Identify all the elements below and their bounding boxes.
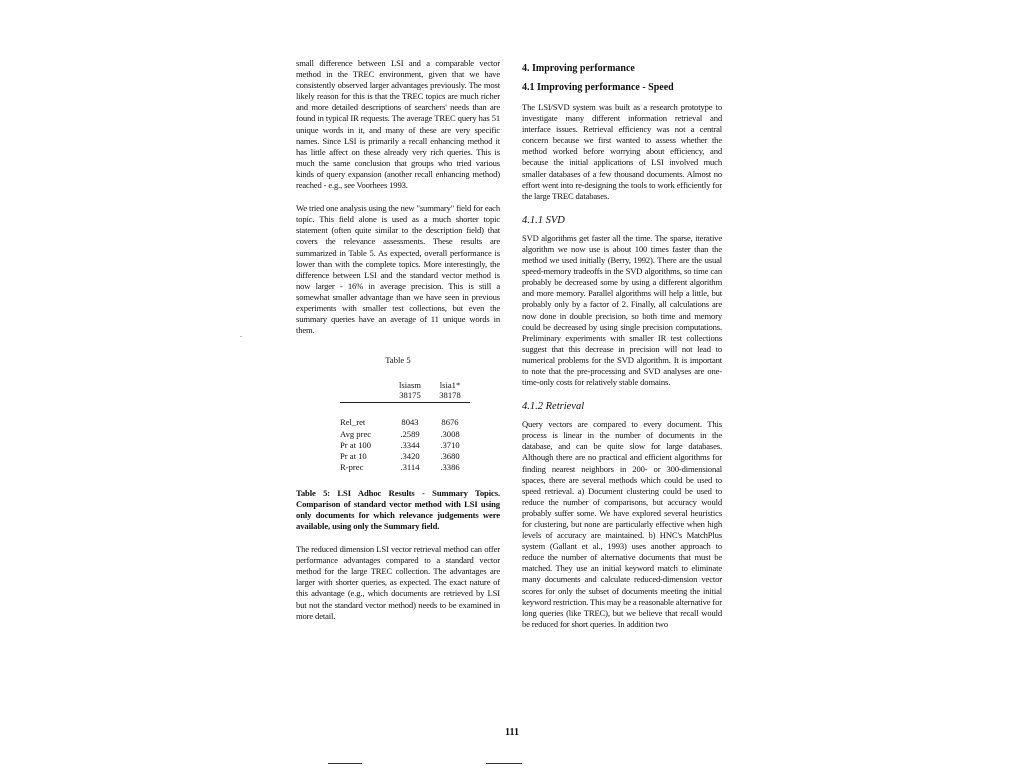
table-row <box>340 451 470 462</box>
section-heading: 4. Improving performance <box>522 63 635 74</box>
table-column-subheader: 38175 <box>399 390 421 401</box>
left-paragraph-3: The reduced dimension LSI vector retrieval method can offer performance advantages compared to a standard vector method for the large TREC collection. The advantages are larger with shorter queries, as expected. The exact nature of this advantage (e.g., which documents are retrieved by LSI but not the standard vector method) needs to be examined in more detail. <box>296 544 500 621</box>
svd-paragraph: SVD algorithms get faster all the time. The sparse, iterative algorithm we now use is about 100 times faster than the method we used initially (Berry, 1992). There are the usual speed-memory tradeoffs in the SVD algorithms, so time can probably be decreased some by using a different algorithm and more memory. Parallel algorithms will help a little, but probably only by a factor of 2. Finally, all calculations are now done in double precision, so both time and memory could be decreased by using single precision computations. Preliminary experiments with smaller IR test collections suggest that this decrease in precision will not lead to numerical problems for the SVD algorithm. It is important to note that the pre-processing and SVD analyses are one-time-only costs for relatively stable domains. <box>522 232 722 388</box>
svd-heading: 4.1.1 SVD <box>522 214 565 226</box>
cell-value: .3344 <box>400 439 420 450</box>
table-row <box>340 417 470 428</box>
cell-value: 8676 <box>441 417 459 428</box>
table-column-subheader: 38178 <box>439 390 461 401</box>
row-label: Rel_ret <box>340 417 366 428</box>
margin-mark: . <box>240 330 242 339</box>
table-caption: Table 5: LSI Adhoc Results - Summary Topics. Comparison of standard vector method with LSI using only documents for which relevance judgements were available, using only the Summary field. <box>296 487 500 532</box>
row-label: R-prec <box>340 462 364 473</box>
cell-value: .3114 <box>400 462 420 473</box>
footer-rule-left <box>328 763 362 764</box>
retrieval-heading: 4.1.2 Retrieval <box>522 401 585 413</box>
cell-value: .3008 <box>440 428 460 439</box>
table-column-header: lsia1* <box>439 380 461 391</box>
row-label: Pr at 100 <box>340 439 372 450</box>
cell-value: .3420 <box>400 451 420 462</box>
cell-value: 8043 <box>401 417 419 428</box>
page-number: 111 <box>505 727 519 738</box>
table-column-header: lsiasm <box>399 380 421 391</box>
table-row <box>340 429 470 440</box>
right-paragraph-1: The LSI/SVD system was built as a research prototype to investigate many different information retrieval and interface issues. Retrieval efficiency was not a central concern because we first wanted to assess whether the method worked before worrying about efficiency, and because the initial applications of LSI involved much smaller databases of a few thousand documents. Almost no effort went into re-designing the tools to work efficiently for the large TREC databases. <box>522 102 722 201</box>
row-label: Avg prec <box>340 428 372 439</box>
left-column <box>296 58 500 622</box>
table-row <box>340 462 470 473</box>
subsection-heading: 4.1 Improving performance - Speed <box>522 82 674 93</box>
retrieval-paragraph: Query vectors are compared to every document. This process is linear in the number of documents in the database, and can be quite slow for large databases. Although there are no practical and efficient algorithms for finding nearest neighbors in 200- or 300-dimensional spaces, there are several methods which could be used to speed retrieval. a) Document clustering could be used to reduce the number of comparisons, but accuracy would probably suffer some. We have explored several heuristics for clustering, but none are particularly effective when high levels of accuracy are maintained. b) HNC's MatchPlus system (Gallant et al., 1993) uses another approach to reduce the number of alternative documents that must be matched. They use an initial keyword match to eliminate many documents and calculate reduced-dimension vector scores for only the subset of documents meeting the initial keyword restriction. This may be a reasonable alternative for long queries (like TREC), but we believe that recall would be reduced for short queries. In addition two <box>522 419 722 629</box>
row-label: Pr at 10 <box>340 451 367 462</box>
left-paragraph-2: We tried one analysis using the new "summary" field for each topic. This field alone is used as a much shorter topic statement (often quite similar to the description field) that covers the relevance assessments. These results are summarized in Table 5. As expected, overall performance is lower than with the complete topics. More interestingly, the difference between LSI and the standard vector method is now larger - 16% in average precision. This is still a somewhat smaller advantage than we have seen in previous experiments with smaller test collections, but even the summary queries have an average of 11 unique words in them. <box>296 203 500 336</box>
table-title: Table 5 <box>385 355 411 366</box>
results-table <box>340 380 470 473</box>
table-header-row <box>340 380 470 390</box>
footer-rule-right <box>486 763 522 764</box>
table-body <box>340 417 470 473</box>
cell-value: .3680 <box>440 451 460 462</box>
cell-value: .3386 <box>440 462 460 473</box>
cell-value: .3710 <box>440 439 460 450</box>
table-subheader-row <box>340 390 470 403</box>
table-row <box>340 440 470 451</box>
cell-value: .2589 <box>400 428 420 439</box>
right-column <box>522 58 722 630</box>
left-paragraph-1: small difference between LSI and a comparable vector method in the TREC environment, given that we have consistently observed larger advantages previously. The most likely reason for this is that the TREC topics are much richer and more detailed descriptions of searchers' needs than are found in typical IR requests. The average TREC query has 51 unique words in it, and many of these are very specific names. Since LSI is primarily a recall enhancing method it has little affect on these already very rich queries. This is much the same conclusion that groups who tried various kinds of query expansion (another recall enhancing method) reached - e.g., see Voorhees 1993. <box>296 58 500 191</box>
